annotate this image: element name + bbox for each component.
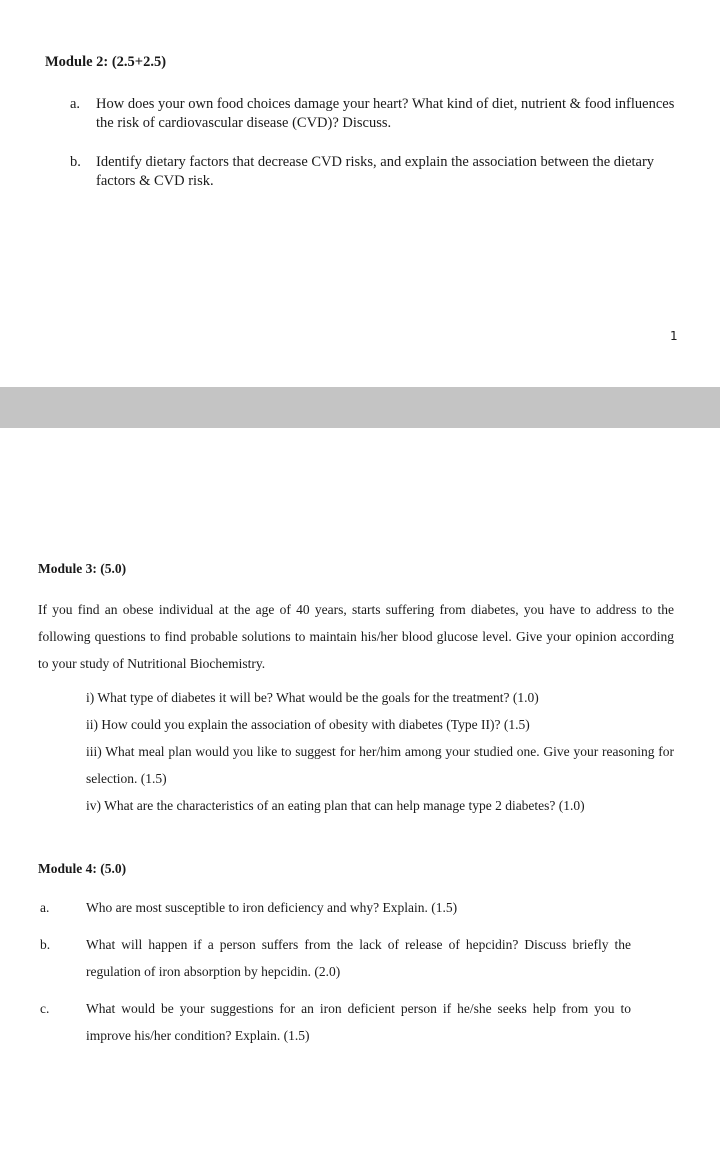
- module-3-item-2: ii) How could you explain the association of obesity with diabetes (Type II)? (1.5): [86, 717, 530, 732]
- question-label: a.: [70, 96, 81, 112]
- question-label: b.: [70, 154, 81, 170]
- question-text: What would be your suggestions for an iron deficient person if he/she seeks help from you to improve his/her condition? Explain. (1.5): [86, 1001, 631, 1043]
- module-2-question-b: [70, 153, 686, 193]
- question-text: What will happen if a person suffers from the lack of release of hepcidin? Discuss briefly the regulation of iron absorption by hepcidin. (2.0): [86, 937, 631, 979]
- module-3-title: Module 3: (5.0): [38, 561, 127, 576]
- question-text: Who are most susceptible to iron deficiency and why? Explain. (1.5): [86, 900, 458, 915]
- module-3-item-4: iv) What are the characteristics of an eating plan that can help manage type 2 diabetes? (1.0): [86, 798, 585, 813]
- module-4-question-a: [40, 894, 640, 921]
- question-text: How does your own food choices damage your heart? What kind of diet, nutrient & food influences the risk of cardiovascular disease (CVD)? Discuss.: [96, 96, 675, 131]
- module-3-intro: If you find an obese individual at the age of 40 years, starts suffering from diabetes, you have to address to the following questions to find probable solutions to maintain his/her blood glucose level. Give your opinion according to your study of Nutritional Biochemistry.: [38, 602, 674, 671]
- module-3-item-3: iii) What meal plan would you like to suggest for her/him among your studied one. Give your reasoning for selection. (1.5): [86, 744, 674, 786]
- module-2-title: Module 2: (2.5+2.5): [45, 54, 167, 70]
- page-number: 1: [670, 329, 678, 343]
- module-4-question-b: [40, 931, 640, 985]
- question-label: b.: [40, 937, 51, 952]
- module-2-question-a: [70, 95, 686, 135]
- question-label: a.: [40, 900, 50, 915]
- page-separator: [0, 387, 720, 428]
- question-label: c.: [40, 1001, 50, 1016]
- module-4-title: Module 4: (5.0): [38, 861, 127, 876]
- question-text: Identify dietary factors that decrease CVD risks, and explain the association between the dietary factors & CVD risk.: [96, 154, 655, 189]
- module-3-item-1: i) What type of diabetes it will be? What would be the goals for the treatment? (1.0): [86, 690, 539, 705]
- module-4-question-c: [40, 995, 640, 1049]
